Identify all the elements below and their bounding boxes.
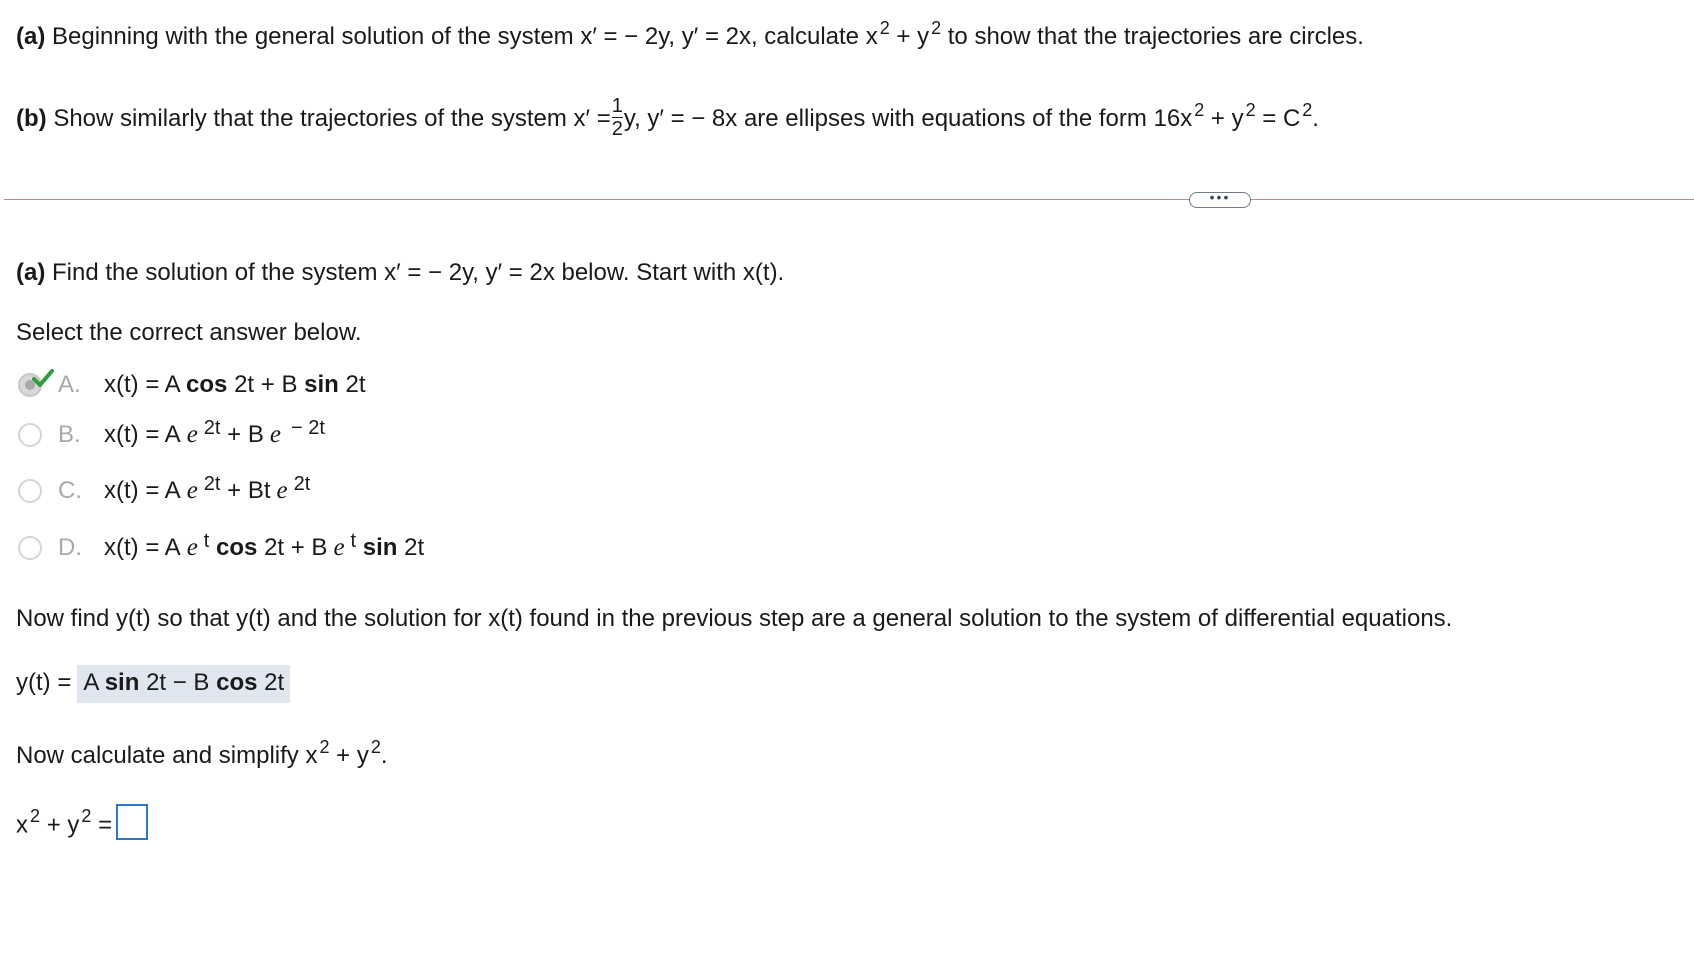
- option-d[interactable]: [18, 528, 425, 568]
- option-c-expression: x(t) = A e $^{2t}$ + Bt e $^{2t}$: [104, 473, 311, 504]
- ellipsis-icon: •••: [1209, 189, 1231, 205]
- option-a[interactable]: [18, 365, 366, 405]
- calc-answer-row: x $^2$ + y $^2$ =: [16, 808, 148, 844]
- option-b-letter: B.: [58, 421, 81, 448]
- option-b-radio[interactable]: [18, 423, 42, 447]
- option-d-expression: x(t) = A e $^t$ cos 2t + B e $^t$ sin 2t: [104, 530, 425, 561]
- option-b[interactable]: [18, 415, 325, 455]
- fraction-one-half: $\frac{1}{2}$: [611, 95, 623, 140]
- option-c[interactable]: [18, 471, 311, 511]
- option-a-expression: x(t) = A cos 2t + B sin 2t: [104, 371, 366, 398]
- y-step-prompt: Now find y(t) so that y(t) and the solution for x(t) found in the previous step are a general solution to the system of differential equations.: [16, 605, 1453, 632]
- option-d-letter: D.: [58, 534, 82, 561]
- option-d-radio[interactable]: [18, 536, 42, 560]
- part-a-label: (a): [16, 23, 46, 50]
- section-divider: [4, 199, 1694, 200]
- option-c-letter: C.: [58, 477, 82, 504]
- checkmark-icon: [32, 369, 54, 389]
- part-b-label: (b): [16, 104, 47, 132]
- y-lhs: y(t) =: [16, 669, 72, 696]
- option-b-expression: x(t) = A e $^{2t}$ + B e $^{- 2t}$: [104, 417, 325, 448]
- x2-plus-y2-input[interactable]: [116, 804, 148, 840]
- show-more-button[interactable]: [1189, 189, 1251, 208]
- select-prompt: Select the correct answer below.: [16, 319, 362, 346]
- option-c-radio[interactable]: [18, 479, 42, 503]
- y-answer-row: [16, 665, 290, 703]
- y-answer-field[interactable]: A sin 2t − B cos 2t: [77, 665, 290, 703]
- option-a-letter: A.: [58, 371, 81, 398]
- part-a-prompt: (a) Find the solution of the system x′ = − 2y, y′ = 2x below. Start with x(t).: [16, 259, 785, 286]
- option-a-radio[interactable]: [18, 373, 42, 397]
- calc-step-prompt: Now calculate and simplify x $^2$ + y $^2$.: [16, 737, 388, 769]
- problem-part-a: (a) Beginning with the general solution of the system x′ = − 2y, y′ = 2x, calculate x $^2$ + y $^2$ to show that the trajectories are circles.: [16, 18, 1364, 50]
- problem-part-b: (b) Show similarly that the trajectories of the system x′ = $\frac{1}{2}$ y, y′ = − 8x are ellipses with equations of the form 16x $^2$ + y $^2$ = C $^2$.: [16, 95, 1319, 140]
